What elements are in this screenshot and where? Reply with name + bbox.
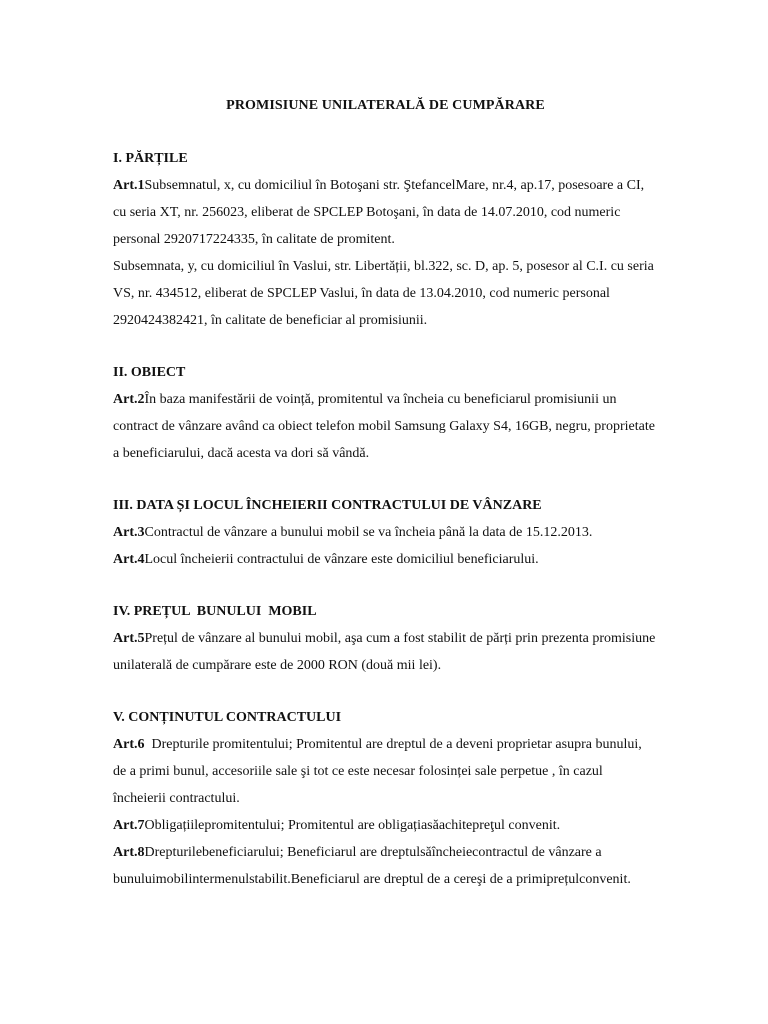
article-label: Art.6: [113, 737, 145, 752]
section-object: [113, 359, 658, 467]
article-paragraph: [113, 386, 658, 467]
section-parties: [113, 145, 658, 334]
article-paragraph: [113, 812, 658, 839]
article-text: Drepturile promitentului; Promitentul are dreptul de a deveni proprietar asupra bunului, de a primi bunul, accesoriile sale şi tot ce este necesar folosinței sale perpetue , în cazul încheierii contractului.: [113, 737, 646, 806]
article-label: Art.5: [113, 631, 145, 646]
section-price: [113, 598, 658, 679]
section-heading: II. OBIECT: [113, 365, 186, 380]
section-date-place: [113, 492, 658, 573]
article-paragraph: [113, 546, 658, 573]
article-text: Drepturilebeneficiarului; Beneficiarul are dreptulsăîncheiecontractul de vânzare a bunuluimobilintermenulstabilit.Beneficiarul are dreptul de a cereşi de a primiprețulconvenit.: [113, 845, 631, 887]
section-heading: I. PĂRȚILE: [113, 151, 188, 166]
article-paragraph: [113, 731, 658, 812]
article-paragraph: [113, 839, 658, 893]
article-label: Art.2: [113, 392, 145, 407]
document-title: PROMISIUNE UNILATERALĂ DE CUMPĂRARE: [226, 98, 545, 113]
document-page: [113, 92, 658, 918]
article-paragraph: [113, 253, 658, 334]
section-heading: IV. PREȚUL BUNULUI MOBIL: [113, 604, 317, 619]
section-heading: V. CONȚINUTUL CONTRACTULUI: [113, 710, 342, 725]
article-label: Art.1: [113, 178, 145, 193]
article-text: Subsemnata, y, cu domiciliul în Vaslui, str. Libertății, bl.322, sc. D, ap. 5, posesor al C.I. cu seria VS, nr. 434512, eliberat de SPCLEP Vaslui, în data de 13.04.2010, cod numeric personal 2920424382421, în calitate de beneficiar al promisiunii.: [113, 259, 654, 328]
article-text: În baza manifestării de voință, promitentul va încheia cu beneficiarul promisiunii un contract de vânzare având ca obiect telefon mobil Samsung Galaxy S4, 16GB, negru, proprietate a beneficiarului, dacă acesta va dori să vândă.: [113, 392, 655, 461]
article-paragraph: [113, 519, 658, 546]
article-paragraph: [113, 625, 658, 679]
article-text: Contractul de vânzare a bunului mobil se va încheia până la data de 15.12.2013.: [144, 525, 593, 540]
article-label: Art.7: [113, 818, 145, 833]
article-label: Art.4: [113, 552, 145, 567]
article-text: Subsemnatul, x, cu domiciliul în Botoşani str. ŞtefancelMare, nr.4, ap.17, posesoare a CI, cu seria XT, nr. 256023, eliberat de SPCLEP Botoşani, în data de 14.07.2010, cod numeric personal 2920717224335, în calitate de promitent.: [113, 178, 645, 247]
article-paragraph: [113, 172, 658, 253]
article-label: Art.3: [113, 525, 145, 540]
article-text: Obligațiilepromitentului; Promitentul are obligațiasăachitepreţul convenit.: [144, 818, 561, 833]
article-text: Locul încheierii contractului de vânzare este domiciliul beneficiarului.: [144, 552, 539, 567]
article-label: Art.8: [113, 845, 145, 860]
article-text: Prețul de vânzare al bunului mobil, aşa cum a fost stabilit de părți prin prezenta promisiune unilaterală de cumpărare este de 2000 RON (două mii lei).: [113, 631, 656, 673]
section-heading: III. DATA ȘI LOCUL ÎNCHEIERII CONTRACTULUI DE VÂNZARE: [113, 498, 542, 513]
section-contents: [113, 704, 658, 893]
